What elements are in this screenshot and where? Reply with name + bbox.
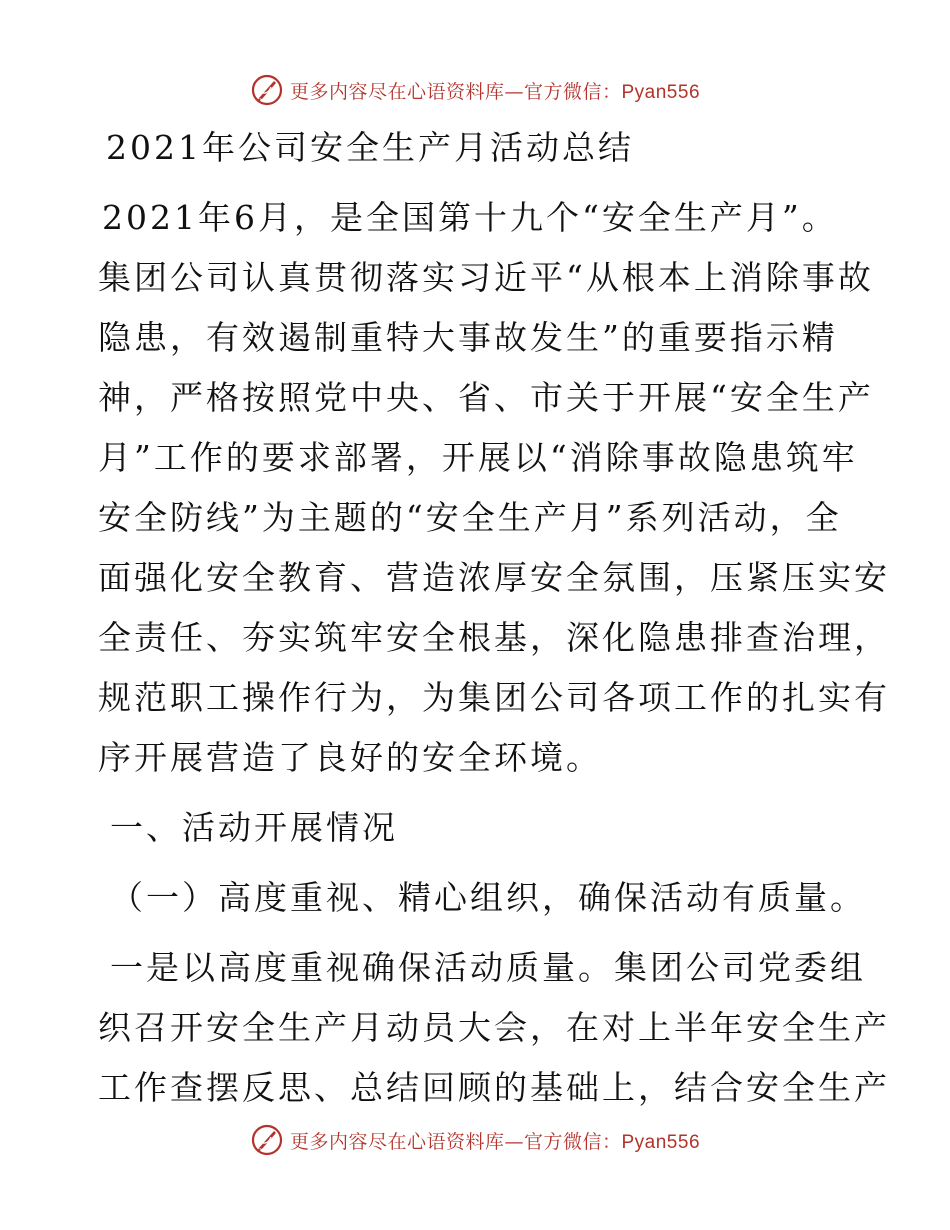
section-heading: 一、活动开展情况 bbox=[110, 808, 398, 847]
banner-wechat-id: Pyan556 bbox=[621, 81, 701, 103]
header-banner bbox=[0, 70, 950, 110]
banner-wechat-id: Pyan556 bbox=[621, 1131, 701, 1153]
paragraph-intro bbox=[98, 188, 890, 788]
quill-logo-icon bbox=[250, 73, 284, 107]
banner-site-name: 更多内容尽在心语资料库 bbox=[289, 80, 505, 103]
paragraph-line: 安全防线”为主题的“安全生产月”系列活动，全 bbox=[98, 498, 842, 537]
paragraph-line: 集团公司认真贯彻落实习近平“从根本上消除事故 bbox=[98, 258, 874, 297]
paragraph-line: 序开展营造了良好的安全环境。 bbox=[98, 738, 602, 777]
banner-dash: — bbox=[504, 80, 524, 103]
paragraph-line: 织召开安全生产月动员大会，在对上半年安全生产 bbox=[98, 1008, 890, 1047]
subsection-heading: （一）高度重视、精心组织，确保活动有质量。 bbox=[110, 878, 866, 917]
footer-banner bbox=[0, 1120, 950, 1160]
paragraph-activity bbox=[98, 938, 890, 1118]
banner-dash: — bbox=[504, 1130, 524, 1153]
banner-official-label: 官方微信： bbox=[523, 1130, 622, 1153]
paragraph-line: 工作查摆反思、总结回顾的基础上，结合安全生产 bbox=[98, 1068, 890, 1107]
paragraph-line: 隐患，有效遏制重特大事故发生”的重要指示精 bbox=[98, 318, 838, 357]
paragraph-line: 神，严格按照党中央、省、市关于开展“安全生产 bbox=[98, 378, 874, 417]
paragraph-line: 面强化安全教育、营造浓厚安全氛围，压紧压实安 bbox=[98, 558, 890, 597]
quill-logo-icon bbox=[250, 1123, 284, 1157]
banner-text bbox=[290, 77, 700, 104]
paragraph-line: 全责任、夯实筑牢安全根基，深化隐患排查治理， bbox=[98, 618, 890, 657]
banner-official-label: 官方微信： bbox=[523, 80, 622, 103]
banner-text bbox=[290, 1127, 700, 1154]
page-title: 2021年公司安全生产月活动总结 bbox=[106, 128, 634, 167]
paragraph-line: 月”工作的要求部署，开展以“消除事故隐患筑牢 bbox=[98, 438, 858, 477]
paragraph-line: 一是以高度重视确保活动质量。集团公司党委组 bbox=[110, 948, 866, 987]
paragraph-line: 2021年6月，是全国第十九个“安全生产月”。 bbox=[102, 198, 838, 237]
document-body bbox=[98, 118, 890, 1118]
paragraph-line: 规范职工操作行为，为集团公司各项工作的扎实有 bbox=[98, 678, 890, 717]
banner-site-name: 更多内容尽在心语资料库 bbox=[289, 1130, 505, 1153]
